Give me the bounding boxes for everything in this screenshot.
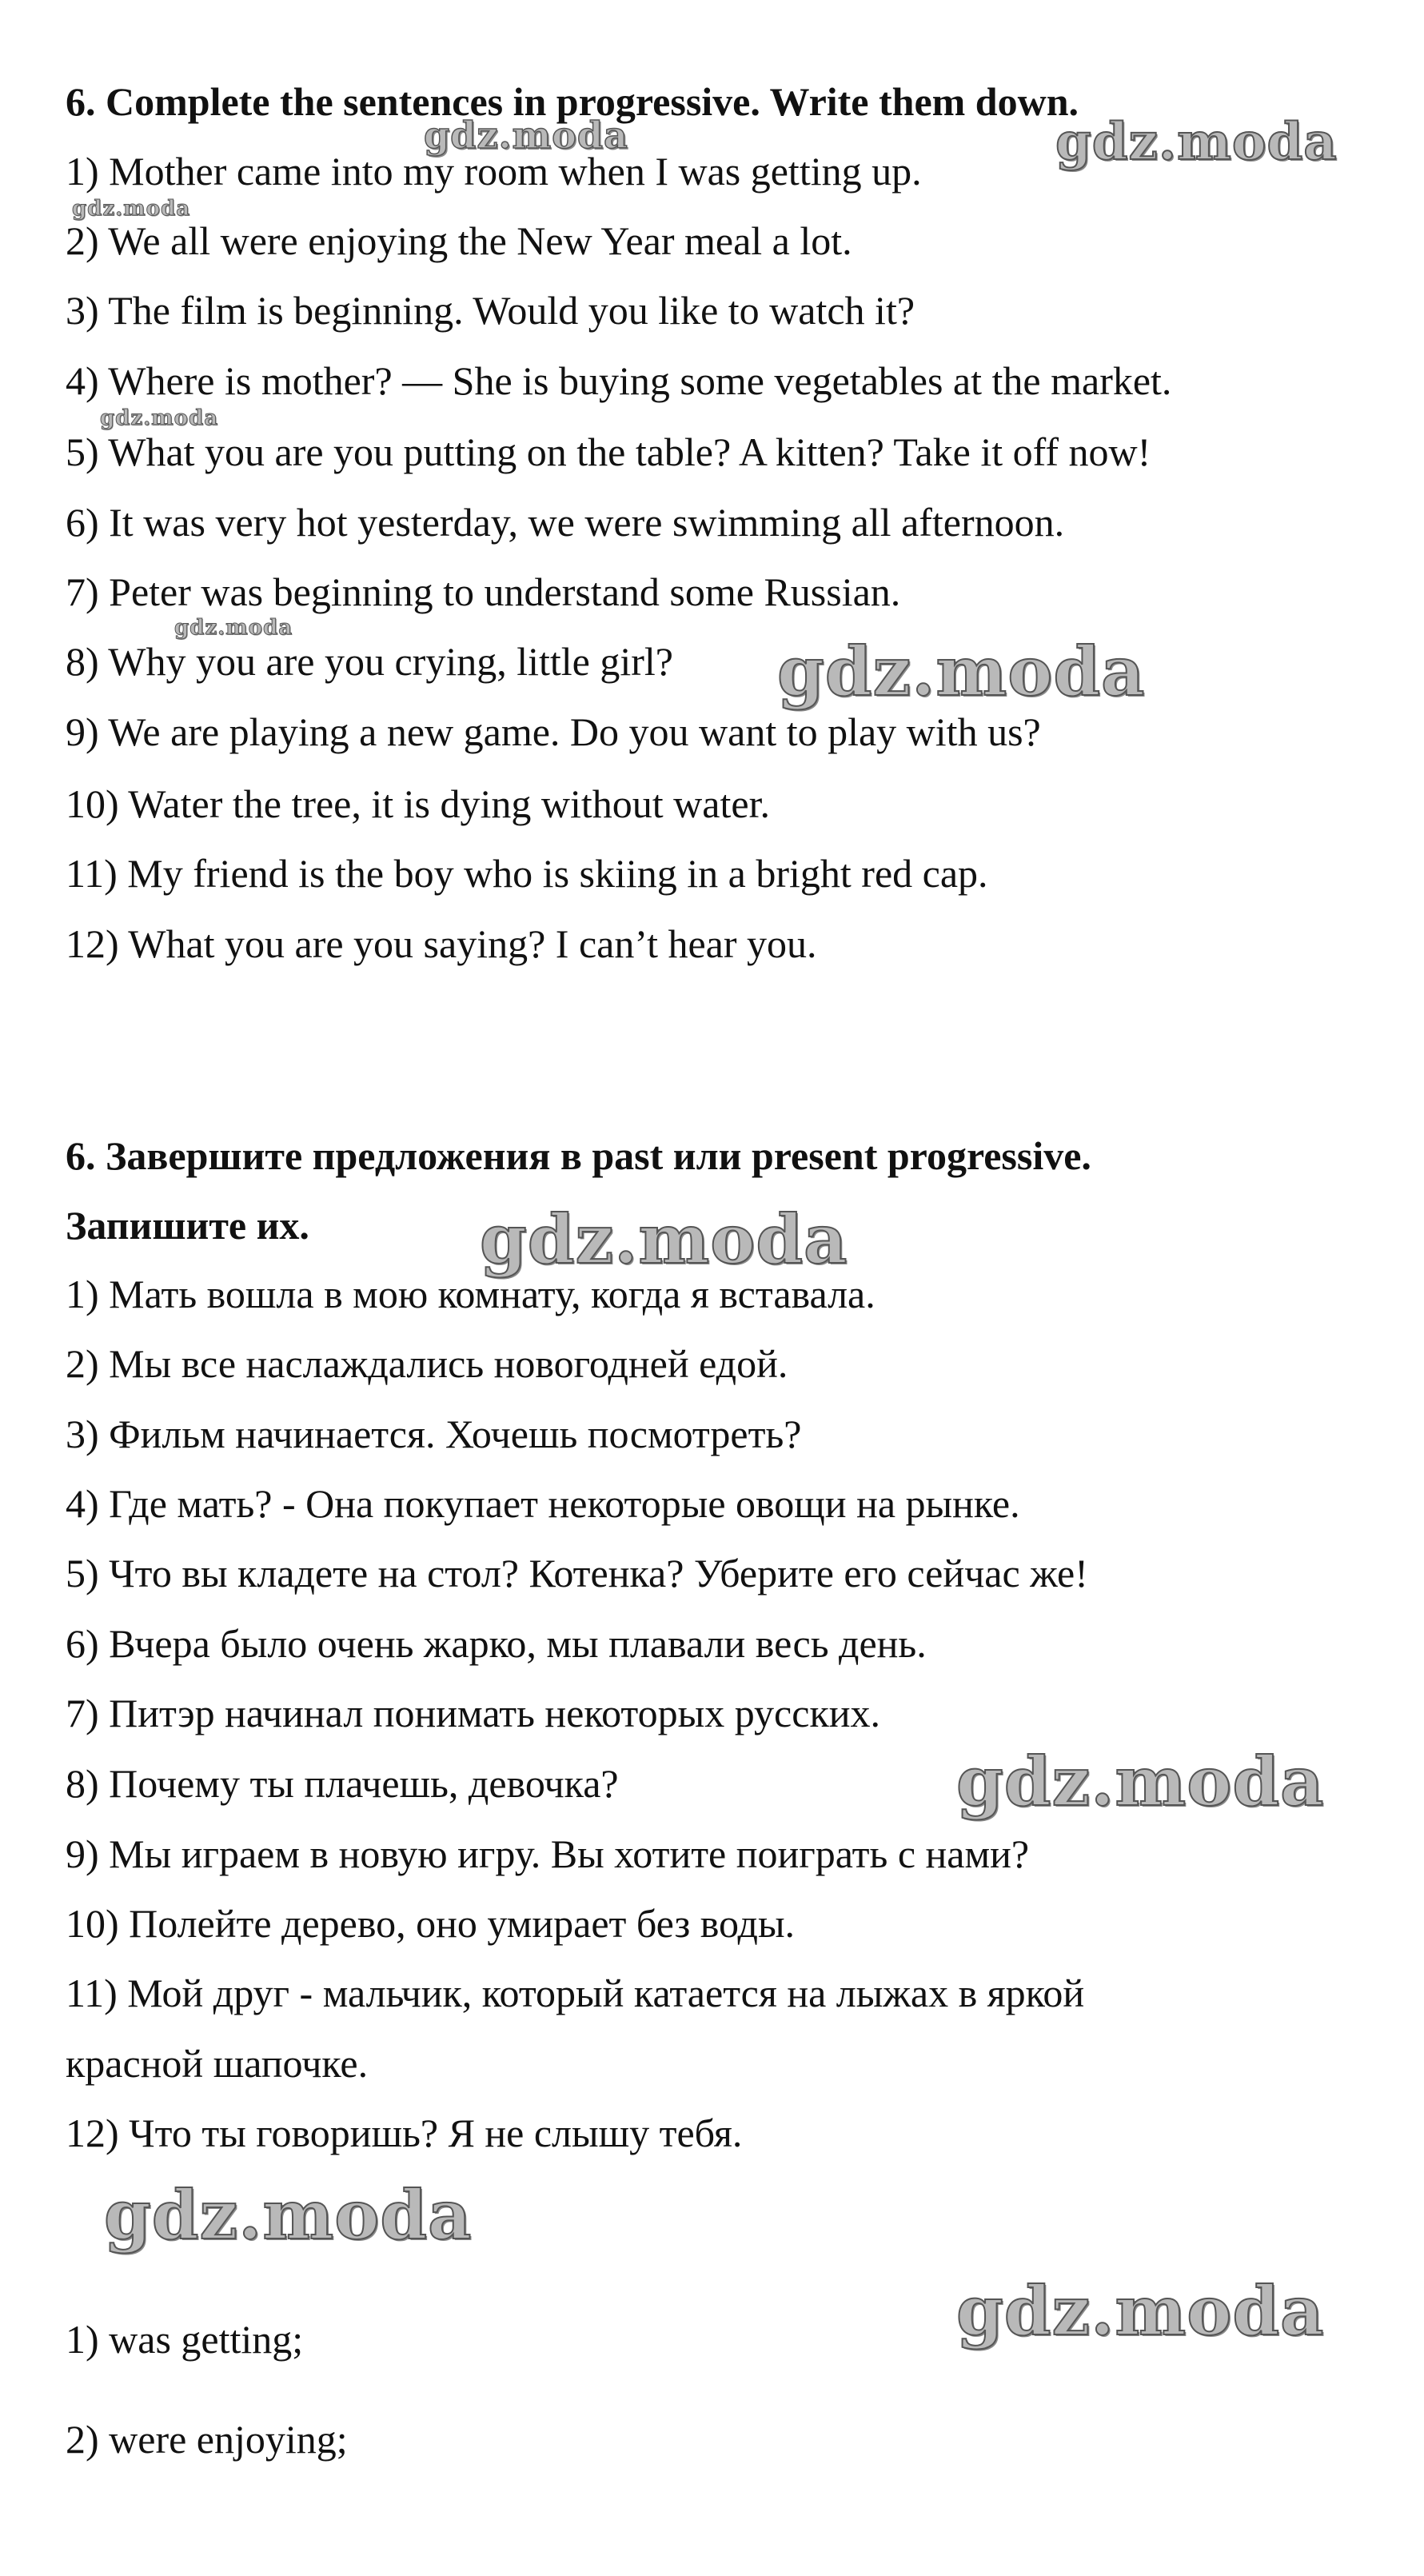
russian-heading-line1: 6. Завершите предложения в past или present progressive. <box>66 1133 1091 1178</box>
english-item-6: 6) It was very hot yesterday, we were swimming all afternoon. <box>66 500 1065 545</box>
watermark-logo: gdz.moda <box>956 1742 1325 1821</box>
english-item-1: 1) Mother came into my room when I was getting up. <box>66 149 922 194</box>
english-item-10: 10) Water the tree, it is dying without water. <box>66 781 770 826</box>
english-item-4: 4) Where is mother? — She is buying some vegetables at the market. <box>66 358 1172 403</box>
russian-item-3: 3) Фильм начинается. Хочешь посмотреть? <box>66 1412 802 1456</box>
russian-item-9: 9) Мы играем в новую игру. Вы хотите поиграть с нами? <box>66 1831 1030 1876</box>
watermark-logo: gdz.moda <box>956 2271 1325 2350</box>
english-item-5: 5) What you are you putting on the table? A kitten? Take it off now! <box>66 429 1151 474</box>
watermark-logo: gdz.moda <box>72 197 191 221</box>
russian-item-4: 4) Где мать? - Она покупает некоторые овощи на рынке. <box>66 1481 1020 1526</box>
english-item-12: 12) What you are you saying? I can’t hear you. <box>66 921 817 966</box>
watermark-logo: gdz.moda <box>480 1200 848 1279</box>
russian-item-7: 7) Питэр начинал понимать некоторых русских. <box>66 1691 880 1735</box>
english-item-9: 9) We are playing a new game. Do you want to play with us? <box>66 709 1041 754</box>
watermark-logo: gdz.moda <box>104 2175 473 2254</box>
answer-1: 1) was getting; <box>66 2317 304 2362</box>
russian-item-2: 2) Мы все наслаждались новогодней едой. <box>66 1341 788 1386</box>
russian-heading-line2: Запишите их. <box>66 1203 309 1248</box>
answer-2: 2) were enjoying; <box>66 2417 348 2462</box>
russian-item-11-continued: красной шапочке. <box>66 2041 369 2086</box>
russian-item-1: 1) Мать вошла в мою комнату, когда я вставала. <box>66 1272 876 1316</box>
watermark-logo: gdz.moda <box>777 632 1146 711</box>
watermark-logo: gdz.moda <box>174 616 293 640</box>
watermark-logo: gdz.moda <box>424 114 628 157</box>
english-item-2: 2) We all were enjoying the New Year meal a lot. <box>66 218 852 263</box>
russian-item-6: 6) Вчера было очень жарко, мы плавали весь день. <box>66 1621 927 1666</box>
watermark-logo: gdz.moda <box>100 406 219 430</box>
english-item-8: 8) Why you are you crying, little girl? <box>66 639 673 684</box>
english-heading: 6. Complete the sentences in progressive. Write them down. <box>66 79 1079 124</box>
english-item-7: 7) Peter was beginning to understand some Russian. <box>66 569 901 614</box>
russian-item-8: 8) Почему ты плачешь, девочка? <box>66 1761 619 1806</box>
russian-item-11: 11) Мой друг - мальчик, который катается на лыжах в яркой <box>66 1971 1085 2015</box>
english-item-3: 3) The film is beginning. Would you like to watch it? <box>66 288 915 333</box>
watermark-logo: gdz.moda <box>1055 112 1338 172</box>
russian-item-12: 12) Что ты говоришь? Я не слышу тебя. <box>66 2111 743 2155</box>
english-item-11: 11) My friend is the boy who is skiing in a bright red cap. <box>66 851 988 896</box>
russian-item-5: 5) Что вы кладете на стол? Котенка? Уберите его сейчас же! <box>66 1551 1088 1596</box>
russian-item-10: 10) Полейте дерево, оно умирает без воды. <box>66 1901 796 1946</box>
